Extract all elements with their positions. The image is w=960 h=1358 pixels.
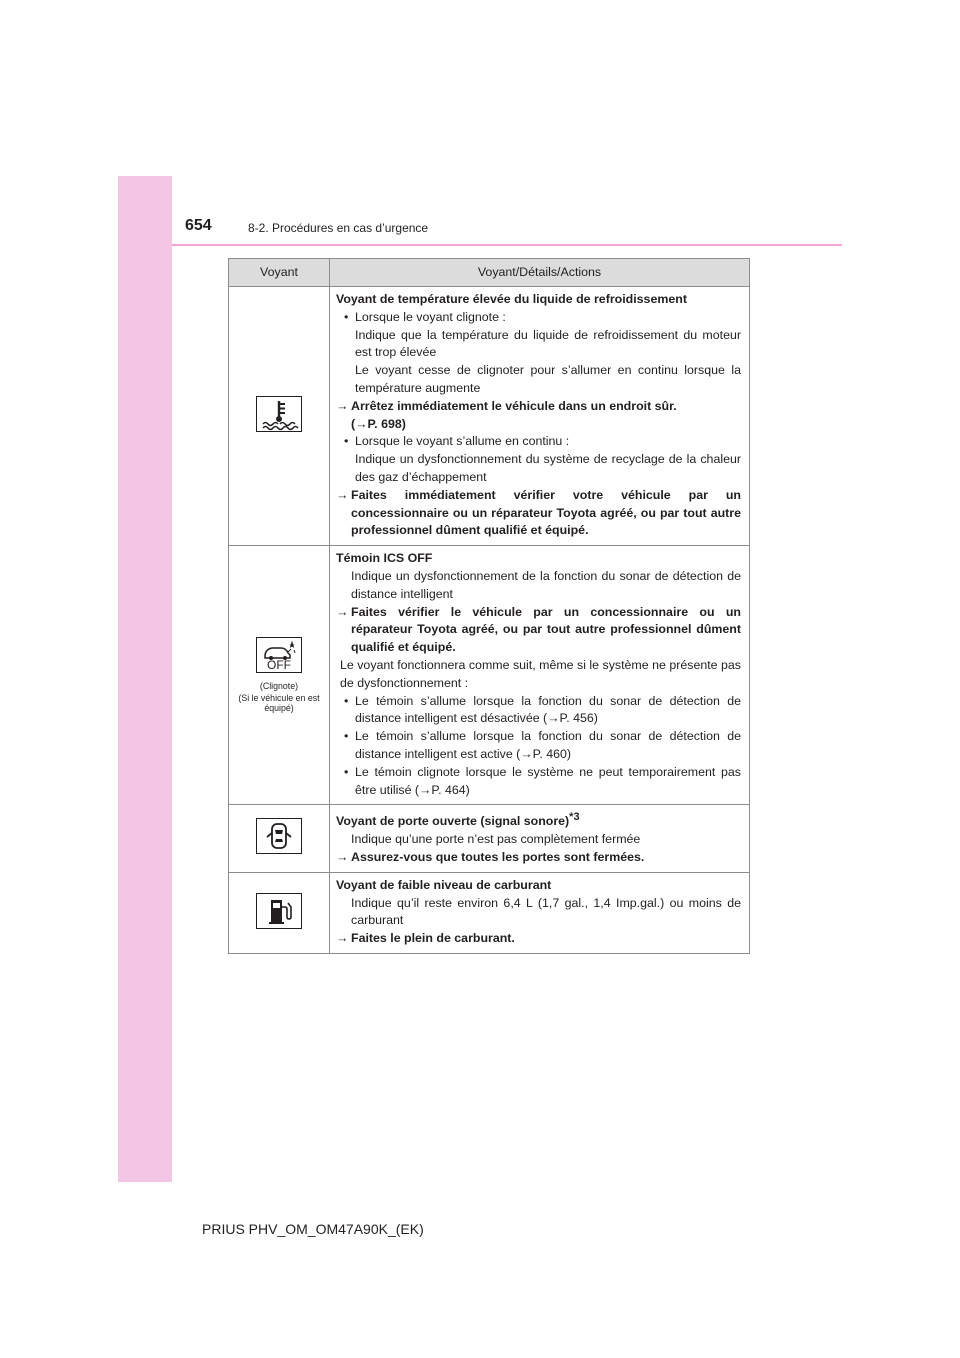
icon-cell (229, 872, 330, 953)
row-title: Témoin ICS OFF (336, 551, 433, 566)
action-item: → Faites le plein de carburant. (336, 930, 741, 948)
header-rule (172, 244, 842, 246)
description: Le voyant fonctionnera comme suit, même si le système ne présente pas de dysfonctionnement : (340, 657, 741, 690)
icon-label: OFF (267, 658, 291, 673)
bullet-item: • Lorsque le voyant clignote : (336, 309, 741, 327)
row-title-text: Voyant de porte ouverte (signal sonore) (336, 814, 570, 829)
column-header-details: Voyant/Détails/Actions (330, 259, 750, 287)
action-item: → Assurez-vous que toutes les portes sont fermées. (336, 849, 741, 867)
page-reference: (→P. 698) (351, 416, 406, 431)
icon-cell (229, 287, 330, 546)
details-cell (330, 805, 750, 873)
table-row (229, 287, 750, 546)
bullet-item: • Le témoin s’allume lorsque la fonction du sonar de détection de distance intelligent est active (→P. 460) (336, 728, 741, 764)
icon-caption: (Clignote) (259, 681, 299, 692)
action-item (336, 398, 741, 434)
action-item: → Faites immédiatement vérifier votre véhicule par un concessionnaire ou un réparateur Toyota agréé, ou par tout autre professionnel dûment qualifié et équipé. (336, 487, 741, 540)
low-fuel-icon (256, 893, 302, 929)
ics-off-icon (256, 637, 302, 673)
bullet-item: • Le témoin clignote lorsque le système ne peut temporairement pas être utilisé (→P. 464) (336, 764, 741, 800)
details-cell (330, 872, 750, 953)
row-title (336, 809, 741, 831)
bullet-item: • Lorsque le voyant s’allume en continu : (336, 433, 741, 451)
page-number: 654 (185, 217, 212, 234)
description: Indique un dysfonctionnement de la fonction du sonar de détection de distance intelligent (351, 568, 741, 601)
section-title: 8-2. Procédures en cas d’urgence (248, 221, 429, 235)
action-item: → Faites vérifier le véhicule par un concessionnaire ou un réparateur Toyota agréé, ou par tout autre professionnel dûment qualifié et équipé. (336, 604, 741, 657)
bullet-detail: Indique que la température du liquide de refroidissement du moteur est trop élevée (355, 327, 741, 360)
bullet-detail: Le voyant cesse de clignoter pour s’allumer en continu lorsque la température augmente (355, 363, 741, 395)
table-row (229, 805, 750, 873)
table-header-row (229, 259, 750, 287)
table-row (229, 872, 750, 953)
description: Indique qu’il reste environ 6,4 L (1,7 gal., 1,4 Imp.gal.) ou moins de carburant (351, 895, 741, 928)
bullet-item: • Le témoin s’allume lorsque la fonction du sonar de détection de distance intelligent est désactivée (→P. 456) (336, 693, 741, 729)
row-title: Voyant de température élevée du liquide de refroidissement (336, 292, 687, 306)
row-title: Voyant de faible niveau de carburant (336, 877, 552, 892)
footer-document-code: PRIUS PHV_OM_OM47A90K_(EK) (202, 1221, 424, 1237)
description: Indique qu’une porte n’est pas complètement fermée (351, 832, 641, 847)
coolant-temperature-icon (256, 396, 302, 432)
icon-cell (229, 805, 330, 873)
warning-lights-table (228, 258, 750, 954)
bullet-detail: Indique un dysfonctionnement du système de recyclage de la chaleur des gaz d’échappement (355, 452, 741, 484)
details-cell (330, 546, 750, 805)
icon-caption: (Si le véhicule en est équipé) (238, 693, 320, 714)
details-cell (330, 287, 750, 546)
side-color-band (118, 176, 172, 1182)
icon-cell (229, 546, 330, 805)
footnote-marker: *3 (569, 811, 580, 824)
door-open-icon (256, 818, 302, 854)
column-header-voyant: Voyant (229, 259, 330, 287)
table-row (229, 546, 750, 805)
action-text: Arrêtez immédiatement le véhicule dans un endroit sûr. (351, 398, 677, 413)
